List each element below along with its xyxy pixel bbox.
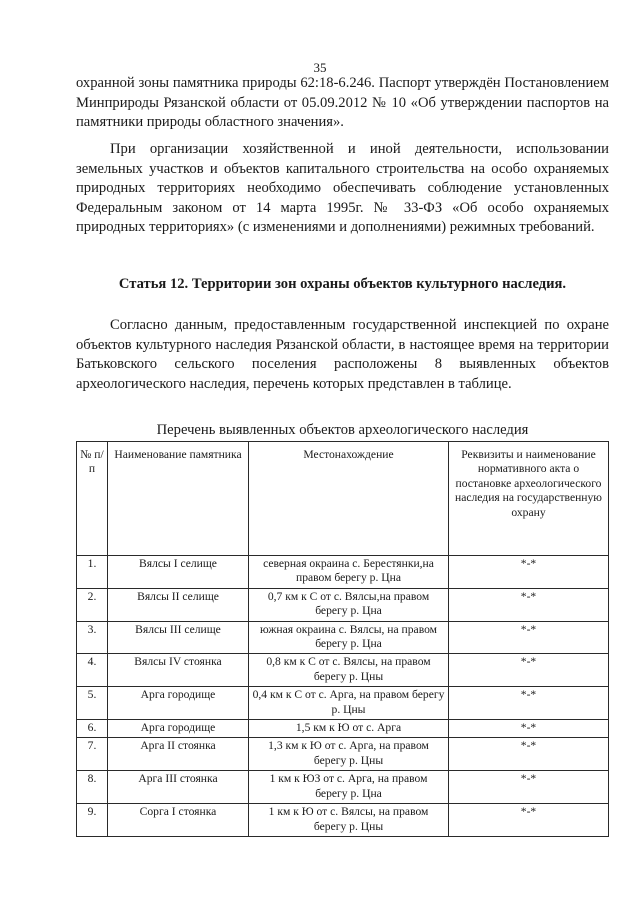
table-row [77, 720, 609, 738]
row-name: Вялсы IV стоянка [108, 654, 249, 687]
row-name: Арга II стоянка [108, 738, 249, 771]
row-requisites: *-* [449, 654, 609, 687]
table-row [77, 771, 609, 804]
table-row [77, 738, 609, 771]
row-num: 9. [77, 804, 108, 837]
row-requisites: *-* [449, 804, 609, 837]
row-num: 7. [77, 738, 108, 771]
paragraph-regulations: При организации хозяйственной и иной деятельности, использовании земельных участков и объектов капитального строительства на особо охраняемых природных территориях необходимо обеспечивать соблюдение установленных Федеральным законом от 14 марта 1995г. № 33-ФЗ «Об особо охраняемых природных территориях» (с изменениями и дополнениями) режимных требований. [76, 141, 609, 236]
table-row [77, 556, 609, 589]
page-number: 35 [313, 60, 327, 75]
row-requisites: *-* [449, 556, 609, 589]
row-name: Вялсы I селище [108, 556, 249, 589]
row-num: 3. [77, 621, 108, 654]
row-location: северная окраина с. Берестянки,на правом берегу р. Цна [249, 556, 449, 589]
table-row [77, 804, 609, 837]
table-row [77, 621, 609, 654]
row-location: 0,8 км к С от с. Вялсы, на правом берегу р. Цны [249, 654, 449, 687]
table-row [77, 687, 609, 720]
row-num: 8. [77, 771, 108, 804]
row-requisites: *-* [449, 621, 609, 654]
table-row [77, 654, 609, 687]
row-location: 1,5 км к Ю от с. Арга [249, 720, 449, 738]
row-name: Вялсы II селище [108, 588, 249, 621]
row-location: 0,7 км к С от с. Вялсы,на правом берегу р. Цна [249, 588, 449, 621]
header-name: Наименование памятника [108, 442, 249, 556]
row-requisites: *-* [449, 720, 609, 738]
row-num: 6. [77, 720, 108, 738]
header-location: Местонахождение [249, 442, 449, 556]
row-name: Арга городище [108, 720, 249, 738]
row-location: 1 км к ЮЗ от с. Арга, на правом берегу р. Цна [249, 771, 449, 804]
row-location: 1,3 км к Ю от с. Арга, на правом берегу р. Цны [249, 738, 449, 771]
row-requisites: *-* [449, 687, 609, 720]
row-location: 1 км к Ю от с. Вялсы, на правом берегу р. Цны [249, 804, 449, 837]
row-name: Вялсы III селище [108, 621, 249, 654]
table-row [77, 588, 609, 621]
row-num: 2. [77, 588, 108, 621]
heritage-objects-table [76, 441, 609, 837]
row-num: 1. [77, 556, 108, 589]
header-requisites: Реквизиты и наименование нормативного акта о постановке археологического наследия на государственную охрану [449, 442, 609, 556]
row-location: южная окраина с. Вялсы, на правом берегу р. Цна [249, 621, 449, 654]
row-requisites: *-* [449, 771, 609, 804]
row-num: 4. [77, 654, 108, 687]
row-name: Сорга I стоянка [108, 804, 249, 837]
table-header-row [77, 442, 609, 556]
row-location: 0,4 км к С от с. Арга, на правом берегу р. Цны [249, 687, 449, 720]
row-requisites: *-* [449, 738, 609, 771]
paragraph-passport: охранной зоны памятника природы 62:18-6.246. Паспорт утверждён Постановлением Минприроды Рязанской области от 05.09.2012 № 10 «Об утверждении паспортов на памятники природы областного значения». [76, 75, 609, 131]
table-caption: Перечень выявленных объектов археологического наследия [156, 422, 529, 438]
article-heading: Статья 12. Территории зон охраны объектов культурного наследия. [118, 276, 567, 292]
row-name: Арга III стоянка [108, 771, 249, 804]
row-num: 5. [77, 687, 108, 720]
row-requisites: *-* [449, 588, 609, 621]
header-num: № п/п [77, 442, 108, 556]
paragraph-heritage: Согласно данным, предоставленным государственной инспекцией по охране объектов культурного наследия Рязанской области, в настоящее время на территории Батьковского сельского поселения расположены 8 выявленных объектов археологического наследия, перечень которых представлен в таблице. [76, 317, 609, 392]
row-name: Арга городище [108, 687, 249, 720]
